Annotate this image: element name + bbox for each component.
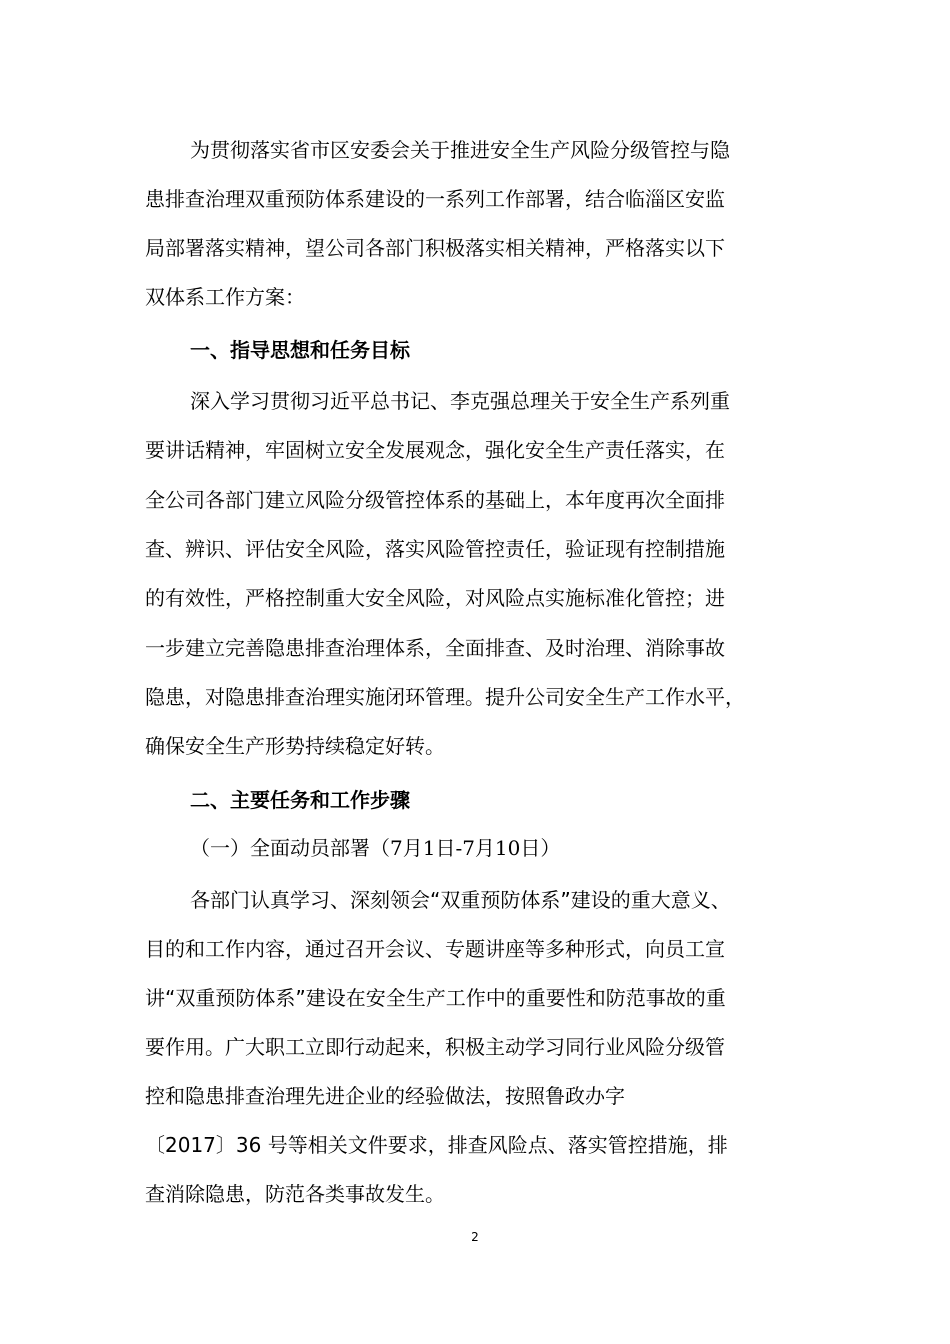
heading-main-tasks: 二、主要任务和工作步骤 [190, 788, 410, 812]
section2-line-3: 讲“双重预防体系”建设在安全生产工作中的重要性和防范事故的重 [145, 986, 726, 1010]
section2-line-1: 各部门认真学习、深刻领会“双重预防体系”建设的重大意义、 [190, 888, 731, 912]
section1-line-8: 确保安全生产形势持续稳定好转。 [145, 734, 445, 758]
intro-line-1: 为贯彻落实省市区安委会关于推进安全生产风险分级管控与隐 [190, 138, 730, 162]
heading-guiding-principles: 一、指导思想和任务目标 [190, 338, 410, 362]
subheading-mobilization: （一）全面动员部署（7月1日-7月10日） [190, 836, 561, 860]
section1-line-5: 的有效性，严格控制重大安全风险，对风险点实施标准化管控；进 [145, 586, 725, 610]
page-number: 2 [471, 1230, 479, 1244]
section1-line-1: 深入学习贯彻习近平总书记、李克强总理关于安全生产系列重 [190, 389, 730, 413]
section2-line-2: 目的和工作内容，通过召开会议、专题讲座等多种形式，向员工宣 [145, 937, 725, 961]
intro-line-3: 局部署落实精神，望公司各部门积极落实相关精神，严格落实以下 [145, 236, 725, 260]
intro-line-4: 双体系工作方案： [145, 285, 305, 309]
section1-line-6: 一步建立完善隐患排查治理体系，全面排查、及时治理、消除事故 [145, 636, 725, 660]
section1-line-3: 全公司各部门建立风险分级管控体系的基础上，本年度再次全面排 [145, 488, 725, 512]
section1-line-2: 要讲话精神，牢固树立安全发展观念，强化安全生产责任落实，在 [145, 438, 725, 462]
section1-line-7: 隐患，对隐患排查治理实施闭环管理。提升公司安全生产工作水平， [145, 685, 745, 709]
intro-line-2: 患排查治理双重预防体系建设的一系列工作部署，结合临淄区安监 [145, 187, 725, 211]
section1-line-4: 查、辨识、评估安全风险，落实风险管控责任，验证现有控制措施 [145, 537, 725, 561]
section2-line-5: 控和隐患排查治理先进企业的经验做法，按照鲁政办字 [145, 1084, 625, 1108]
section2-line-4: 要作用。广大职工立即行动起来，积极主动学习同行业风险分级管 [145, 1035, 725, 1059]
section2-line-6: 〔2017〕36 号等相关文件要求，排查风险点、落实管控措施，排 [145, 1133, 728, 1157]
section2-line-7: 查消除隐患，防范各类事故发生。 [145, 1182, 445, 1206]
